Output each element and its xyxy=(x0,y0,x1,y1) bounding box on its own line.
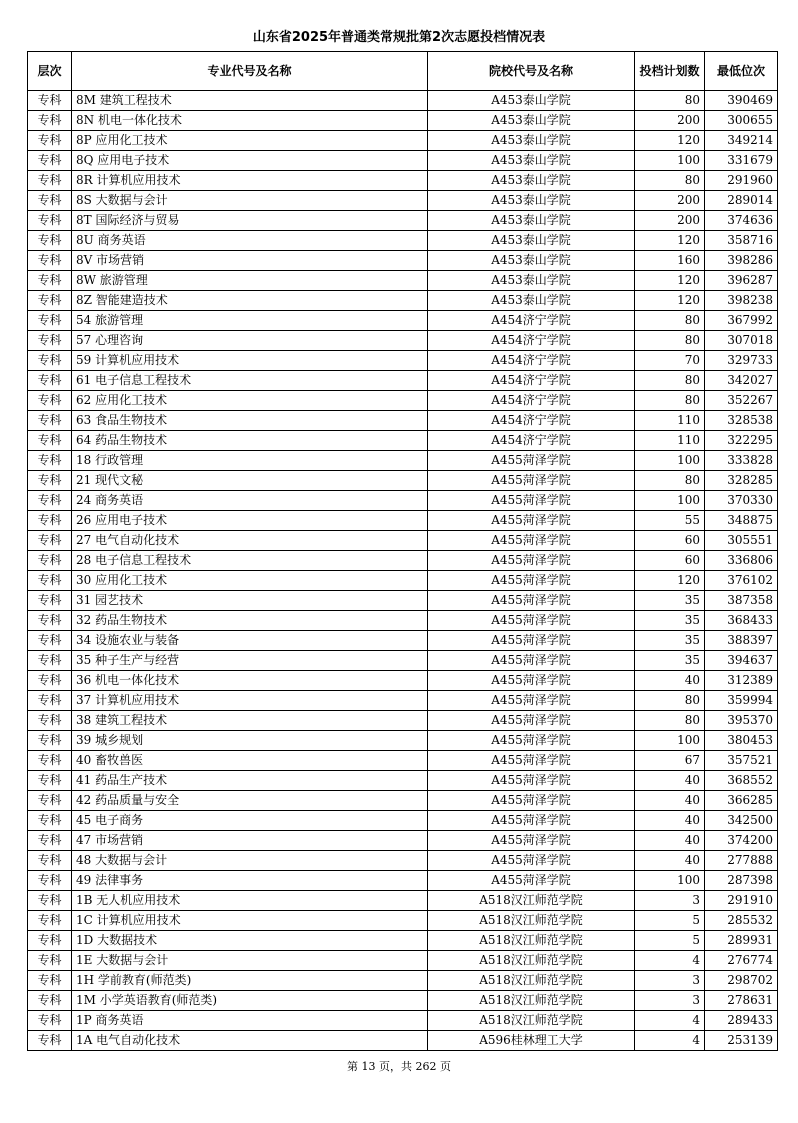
cell-level: 专科 xyxy=(28,571,72,591)
cell-level: 专科 xyxy=(28,611,72,631)
cell-rank: 396287 xyxy=(705,271,778,291)
cell-rank: 390469 xyxy=(705,91,778,111)
cell-school: A455菏泽学院 xyxy=(428,711,635,731)
header-level: 层次 xyxy=(28,52,72,91)
cell-rank: 370330 xyxy=(705,491,778,511)
cell-school: A455菏泽学院 xyxy=(428,571,635,591)
cell-plan: 4 xyxy=(635,1031,705,1051)
cell-plan: 100 xyxy=(635,451,705,471)
cell-plan: 80 xyxy=(635,311,705,331)
cell-major: 1A 电气自动化技术 xyxy=(72,1031,428,1051)
cell-level: 专科 xyxy=(28,271,72,291)
cell-plan: 40 xyxy=(635,851,705,871)
table-row xyxy=(28,831,778,851)
cell-major: 21 现代文秘 xyxy=(72,471,428,491)
cell-major: 8R 计算机应用技术 xyxy=(72,171,428,191)
cell-school: A455菏泽学院 xyxy=(428,771,635,791)
page-footer: 第 13 页，共 262 页 xyxy=(347,1060,451,1073)
cell-plan: 80 xyxy=(635,91,705,111)
cell-level: 专科 xyxy=(28,771,72,791)
cell-rank: 387358 xyxy=(705,591,778,611)
cell-plan: 110 xyxy=(635,411,705,431)
cell-school: A454济宁学院 xyxy=(428,331,635,351)
cell-level: 专科 xyxy=(28,511,72,531)
cell-school: A455菏泽学院 xyxy=(428,531,635,551)
cell-major: 8T 国际经济与贸易 xyxy=(72,211,428,231)
cell-level: 专科 xyxy=(28,371,72,391)
table-row xyxy=(28,1011,778,1031)
cell-school: A453泰山学院 xyxy=(428,271,635,291)
header-plan: 投档计划数 xyxy=(635,52,705,91)
cell-rank: 395370 xyxy=(705,711,778,731)
table-row xyxy=(28,211,778,231)
table-row xyxy=(28,451,778,471)
cell-level: 专科 xyxy=(28,251,72,271)
cell-major: 28 电子信息工程技术 xyxy=(72,551,428,571)
cell-rank: 298702 xyxy=(705,971,778,991)
cell-plan: 120 xyxy=(635,291,705,311)
cell-major: 1D 大数据技术 xyxy=(72,931,428,951)
table-row xyxy=(28,671,778,691)
cell-rank: 366285 xyxy=(705,791,778,811)
cell-plan: 120 xyxy=(635,271,705,291)
cell-school: A455菏泽学院 xyxy=(428,731,635,751)
cell-plan: 60 xyxy=(635,551,705,571)
cell-plan: 3 xyxy=(635,891,705,911)
table-row xyxy=(28,131,778,151)
cell-school: A455菏泽学院 xyxy=(428,631,635,651)
cell-level: 专科 xyxy=(28,1011,72,1031)
cell-level: 专科 xyxy=(28,631,72,651)
table-row xyxy=(28,791,778,811)
cell-school: A455菏泽学院 xyxy=(428,551,635,571)
table-row xyxy=(28,251,778,271)
table-row xyxy=(28,871,778,891)
cell-plan: 120 xyxy=(635,231,705,251)
cell-major: 8Q 应用电子技术 xyxy=(72,151,428,171)
cell-rank: 342500 xyxy=(705,811,778,831)
cell-level: 专科 xyxy=(28,131,72,151)
cell-major: 26 应用电子技术 xyxy=(72,511,428,531)
cell-rank: 253139 xyxy=(705,1031,778,1051)
cell-plan: 110 xyxy=(635,431,705,451)
cell-plan: 3 xyxy=(635,971,705,991)
cell-level: 专科 xyxy=(28,111,72,131)
cell-school: A518汉江师范学院 xyxy=(428,991,635,1011)
cell-major: 39 城乡规划 xyxy=(72,731,428,751)
cell-level: 专科 xyxy=(28,971,72,991)
cell-school: A518汉江师范学院 xyxy=(428,931,635,951)
cell-plan: 5 xyxy=(635,931,705,951)
table-header-row xyxy=(28,52,778,91)
cell-major: 32 药品生物技术 xyxy=(72,611,428,631)
cell-school: A454济宁学院 xyxy=(428,391,635,411)
cell-level: 专科 xyxy=(28,531,72,551)
table-row xyxy=(28,811,778,831)
cell-rank: 312389 xyxy=(705,671,778,691)
table-row xyxy=(28,351,778,371)
cell-major: 37 计算机应用技术 xyxy=(72,691,428,711)
cell-rank: 277888 xyxy=(705,851,778,871)
cell-major: 8Z 智能建造技术 xyxy=(72,291,428,311)
table-row xyxy=(28,591,778,611)
table-row xyxy=(28,991,778,1011)
cell-rank: 336806 xyxy=(705,551,778,571)
cell-major: 8U 商务英语 xyxy=(72,231,428,251)
table-row xyxy=(28,611,778,631)
cell-plan: 100 xyxy=(635,871,705,891)
cell-plan: 40 xyxy=(635,811,705,831)
cell-rank: 380453 xyxy=(705,731,778,751)
cell-level: 专科 xyxy=(28,951,72,971)
cell-major: 27 电气自动化技术 xyxy=(72,531,428,551)
cell-plan: 80 xyxy=(635,471,705,491)
cell-plan: 160 xyxy=(635,251,705,271)
cell-school: A518汉江师范学院 xyxy=(428,1011,635,1031)
table-row xyxy=(28,91,778,111)
cell-major: 59 计算机应用技术 xyxy=(72,351,428,371)
cell-level: 专科 xyxy=(28,791,72,811)
cell-level: 专科 xyxy=(28,171,72,191)
cell-major: 1B 无人机应用技术 xyxy=(72,891,428,911)
cell-school: A596桂林理工大学 xyxy=(428,1031,635,1051)
cell-plan: 80 xyxy=(635,391,705,411)
table-row xyxy=(28,291,778,311)
cell-major: 1M 小学英语教育(师范类) xyxy=(72,991,428,1011)
cell-rank: 342027 xyxy=(705,371,778,391)
cell-plan: 5 xyxy=(635,911,705,931)
cell-rank: 289014 xyxy=(705,191,778,211)
cell-school: A453泰山学院 xyxy=(428,251,635,271)
cell-rank: 333828 xyxy=(705,451,778,471)
cell-plan: 100 xyxy=(635,731,705,751)
cell-plan: 67 xyxy=(635,751,705,771)
table-row xyxy=(28,191,778,211)
cell-major: 40 畜牧兽医 xyxy=(72,751,428,771)
cell-level: 专科 xyxy=(28,331,72,351)
cell-rank: 278631 xyxy=(705,991,778,1011)
table-row xyxy=(28,431,778,451)
cell-rank: 349214 xyxy=(705,131,778,151)
cell-major: 31 园艺技术 xyxy=(72,591,428,611)
cell-major: 1E 大数据与会计 xyxy=(72,951,428,971)
admission-table xyxy=(27,51,778,1051)
cell-level: 专科 xyxy=(28,411,72,431)
cell-rank: 328285 xyxy=(705,471,778,491)
cell-level: 专科 xyxy=(28,711,72,731)
cell-school: A455菏泽学院 xyxy=(428,851,635,871)
cell-major: 18 行政管理 xyxy=(72,451,428,471)
cell-level: 专科 xyxy=(28,991,72,1011)
table-row xyxy=(28,491,778,511)
table-row xyxy=(28,931,778,951)
cell-major: 48 大数据与会计 xyxy=(72,851,428,871)
cell-major: 1C 计算机应用技术 xyxy=(72,911,428,931)
cell-plan: 70 xyxy=(635,351,705,371)
cell-major: 30 应用化工技术 xyxy=(72,571,428,591)
cell-school: A455菏泽学院 xyxy=(428,651,635,671)
cell-level: 专科 xyxy=(28,551,72,571)
cell-school: A518汉江师范学院 xyxy=(428,891,635,911)
cell-level: 专科 xyxy=(28,691,72,711)
cell-school: A455菏泽学院 xyxy=(428,811,635,831)
table-body xyxy=(28,91,778,1051)
cell-school: A454济宁学院 xyxy=(428,351,635,371)
cell-major: 64 药品生物技术 xyxy=(72,431,428,451)
table-row xyxy=(28,951,778,971)
cell-level: 专科 xyxy=(28,871,72,891)
cell-rank: 374636 xyxy=(705,211,778,231)
cell-level: 专科 xyxy=(28,291,72,311)
cell-major: 8N 机电一体化技术 xyxy=(72,111,428,131)
table-row xyxy=(28,911,778,931)
cell-school: A453泰山学院 xyxy=(428,91,635,111)
cell-level: 专科 xyxy=(28,751,72,771)
cell-plan: 120 xyxy=(635,571,705,591)
cell-level: 专科 xyxy=(28,851,72,871)
cell-plan: 60 xyxy=(635,531,705,551)
cell-major: 45 电子商务 xyxy=(72,811,428,831)
cell-plan: 35 xyxy=(635,651,705,671)
cell-plan: 40 xyxy=(635,771,705,791)
header-rank: 最低位次 xyxy=(705,52,778,91)
cell-rank: 359994 xyxy=(705,691,778,711)
cell-level: 专科 xyxy=(28,1031,72,1051)
cell-plan: 35 xyxy=(635,611,705,631)
cell-school: A518汉江师范学院 xyxy=(428,911,635,931)
cell-school: A455菏泽学院 xyxy=(428,691,635,711)
cell-rank: 352267 xyxy=(705,391,778,411)
cell-school: A455菏泽学院 xyxy=(428,791,635,811)
cell-plan: 120 xyxy=(635,131,705,151)
cell-plan: 35 xyxy=(635,591,705,611)
table-row xyxy=(28,151,778,171)
cell-level: 专科 xyxy=(28,231,72,251)
table-row xyxy=(28,391,778,411)
cell-rank: 287398 xyxy=(705,871,778,891)
cell-level: 专科 xyxy=(28,311,72,331)
cell-major: 42 药品质量与安全 xyxy=(72,791,428,811)
cell-major: 38 建筑工程技术 xyxy=(72,711,428,731)
cell-rank: 291960 xyxy=(705,171,778,191)
cell-rank: 300655 xyxy=(705,111,778,131)
cell-rank: 329733 xyxy=(705,351,778,371)
cell-school: A453泰山学院 xyxy=(428,191,635,211)
cell-major: 62 应用化工技术 xyxy=(72,391,428,411)
cell-major: 63 食品生物技术 xyxy=(72,411,428,431)
cell-rank: 357521 xyxy=(705,751,778,771)
table-row xyxy=(28,751,778,771)
table-row xyxy=(28,1031,778,1051)
cell-level: 专科 xyxy=(28,931,72,951)
cell-school: A453泰山学院 xyxy=(428,291,635,311)
table-row xyxy=(28,531,778,551)
cell-rank: 374200 xyxy=(705,831,778,851)
cell-level: 专科 xyxy=(28,811,72,831)
cell-level: 专科 xyxy=(28,891,72,911)
cell-plan: 4 xyxy=(635,1011,705,1031)
cell-major: 8V 市场营销 xyxy=(72,251,428,271)
cell-major: 8M 建筑工程技术 xyxy=(72,91,428,111)
table-row xyxy=(28,851,778,871)
table-row xyxy=(28,971,778,991)
cell-major: 36 机电一体化技术 xyxy=(72,671,428,691)
table-row xyxy=(28,311,778,331)
cell-level: 专科 xyxy=(28,431,72,451)
cell-major: 1H 学前教育(师范类) xyxy=(72,971,428,991)
table-row xyxy=(28,571,778,591)
table-row xyxy=(28,271,778,291)
cell-level: 专科 xyxy=(28,191,72,211)
cell-school: A454济宁学院 xyxy=(428,311,635,331)
cell-level: 专科 xyxy=(28,391,72,411)
cell-major: 24 商务英语 xyxy=(72,491,428,511)
cell-rank: 348875 xyxy=(705,511,778,531)
cell-plan: 40 xyxy=(635,671,705,691)
cell-rank: 307018 xyxy=(705,331,778,351)
cell-level: 专科 xyxy=(28,671,72,691)
cell-school: A518汉江师范学院 xyxy=(428,951,635,971)
table-row xyxy=(28,551,778,571)
table-row xyxy=(28,411,778,431)
cell-rank: 276774 xyxy=(705,951,778,971)
cell-school: A455菏泽学院 xyxy=(428,471,635,491)
cell-major: 61 电子信息工程技术 xyxy=(72,371,428,391)
cell-plan: 80 xyxy=(635,171,705,191)
cell-major: 8P 应用化工技术 xyxy=(72,131,428,151)
cell-plan: 40 xyxy=(635,831,705,851)
table-row xyxy=(28,231,778,251)
cell-rank: 398286 xyxy=(705,251,778,271)
cell-major: 8S 大数据与会计 xyxy=(72,191,428,211)
cell-level: 专科 xyxy=(28,471,72,491)
table-row xyxy=(28,771,778,791)
cell-school: A455菏泽学院 xyxy=(428,511,635,531)
table-row xyxy=(28,651,778,671)
cell-level: 专科 xyxy=(28,351,72,371)
cell-rank: 285532 xyxy=(705,911,778,931)
cell-rank: 305551 xyxy=(705,531,778,551)
cell-level: 专科 xyxy=(28,451,72,471)
cell-rank: 291910 xyxy=(705,891,778,911)
page-title: 山东省2025年普通类常规批第2次志愿投档情况表 xyxy=(252,30,546,45)
cell-plan: 80 xyxy=(635,371,705,391)
cell-school: A453泰山学院 xyxy=(428,231,635,251)
table-row xyxy=(28,331,778,351)
table-row xyxy=(28,711,778,731)
cell-rank: 388397 xyxy=(705,631,778,651)
cell-rank: 289931 xyxy=(705,931,778,951)
cell-rank: 368552 xyxy=(705,771,778,791)
cell-plan: 100 xyxy=(635,151,705,171)
cell-school: A454济宁学院 xyxy=(428,371,635,391)
cell-level: 专科 xyxy=(28,491,72,511)
cell-major: 8W 旅游管理 xyxy=(72,271,428,291)
cell-school: A453泰山学院 xyxy=(428,151,635,171)
cell-rank: 394637 xyxy=(705,651,778,671)
cell-school: A455菏泽学院 xyxy=(428,611,635,631)
cell-level: 专科 xyxy=(28,651,72,671)
cell-rank: 367992 xyxy=(705,311,778,331)
cell-plan: 200 xyxy=(635,111,705,131)
cell-level: 专科 xyxy=(28,731,72,751)
cell-level: 专科 xyxy=(28,211,72,231)
cell-rank: 398238 xyxy=(705,291,778,311)
cell-plan: 3 xyxy=(635,991,705,1011)
table-row xyxy=(28,631,778,651)
cell-school: A453泰山学院 xyxy=(428,171,635,191)
cell-major: 57 心理咨询 xyxy=(72,331,428,351)
cell-plan: 4 xyxy=(635,951,705,971)
table-row xyxy=(28,731,778,751)
header-school: 院校代号及名称 xyxy=(428,52,635,91)
cell-major: 47 市场营销 xyxy=(72,831,428,851)
cell-major: 1P 商务英语 xyxy=(72,1011,428,1031)
table-row xyxy=(28,471,778,491)
cell-level: 专科 xyxy=(28,591,72,611)
cell-plan: 35 xyxy=(635,631,705,651)
cell-school: A518汉江师范学院 xyxy=(428,971,635,991)
cell-major: 35 种子生产与经营 xyxy=(72,651,428,671)
table-row xyxy=(28,691,778,711)
cell-plan: 55 xyxy=(635,511,705,531)
cell-school: A453泰山学院 xyxy=(428,111,635,131)
cell-school: A453泰山学院 xyxy=(428,211,635,231)
cell-school: A455菏泽学院 xyxy=(428,451,635,471)
cell-plan: 40 xyxy=(635,791,705,811)
cell-school: A454济宁学院 xyxy=(428,411,635,431)
cell-school: A455菏泽学院 xyxy=(428,871,635,891)
cell-major: 49 法律事务 xyxy=(72,871,428,891)
cell-school: A454济宁学院 xyxy=(428,431,635,451)
cell-level: 专科 xyxy=(28,831,72,851)
cell-plan: 100 xyxy=(635,491,705,511)
cell-plan: 200 xyxy=(635,211,705,231)
cell-school: A455菏泽学院 xyxy=(428,671,635,691)
cell-major: 34 设施农业与装备 xyxy=(72,631,428,651)
cell-plan: 80 xyxy=(635,711,705,731)
header-major: 专业代号及名称 xyxy=(72,52,428,91)
cell-school: A455菏泽学院 xyxy=(428,831,635,851)
cell-school: A455菏泽学院 xyxy=(428,591,635,611)
table-row xyxy=(28,171,778,191)
cell-plan: 80 xyxy=(635,331,705,351)
cell-major: 54 旅游管理 xyxy=(72,311,428,331)
cell-plan: 200 xyxy=(635,191,705,211)
cell-rank: 376102 xyxy=(705,571,778,591)
cell-rank: 368433 xyxy=(705,611,778,631)
table-row xyxy=(28,891,778,911)
table-row xyxy=(28,111,778,131)
cell-level: 专科 xyxy=(28,911,72,931)
table-row xyxy=(28,371,778,391)
cell-level: 专科 xyxy=(28,151,72,171)
cell-school: A455菏泽学院 xyxy=(428,751,635,771)
cell-plan: 80 xyxy=(635,691,705,711)
cell-rank: 358716 xyxy=(705,231,778,251)
cell-level: 专科 xyxy=(28,91,72,111)
table-row xyxy=(28,511,778,531)
cell-rank: 328538 xyxy=(705,411,778,431)
cell-rank: 289433 xyxy=(705,1011,778,1031)
cell-major: 41 药品生产技术 xyxy=(72,771,428,791)
cell-rank: 331679 xyxy=(705,151,778,171)
cell-school: A455菏泽学院 xyxy=(428,491,635,511)
cell-school: A453泰山学院 xyxy=(428,131,635,151)
cell-rank: 322295 xyxy=(705,431,778,451)
